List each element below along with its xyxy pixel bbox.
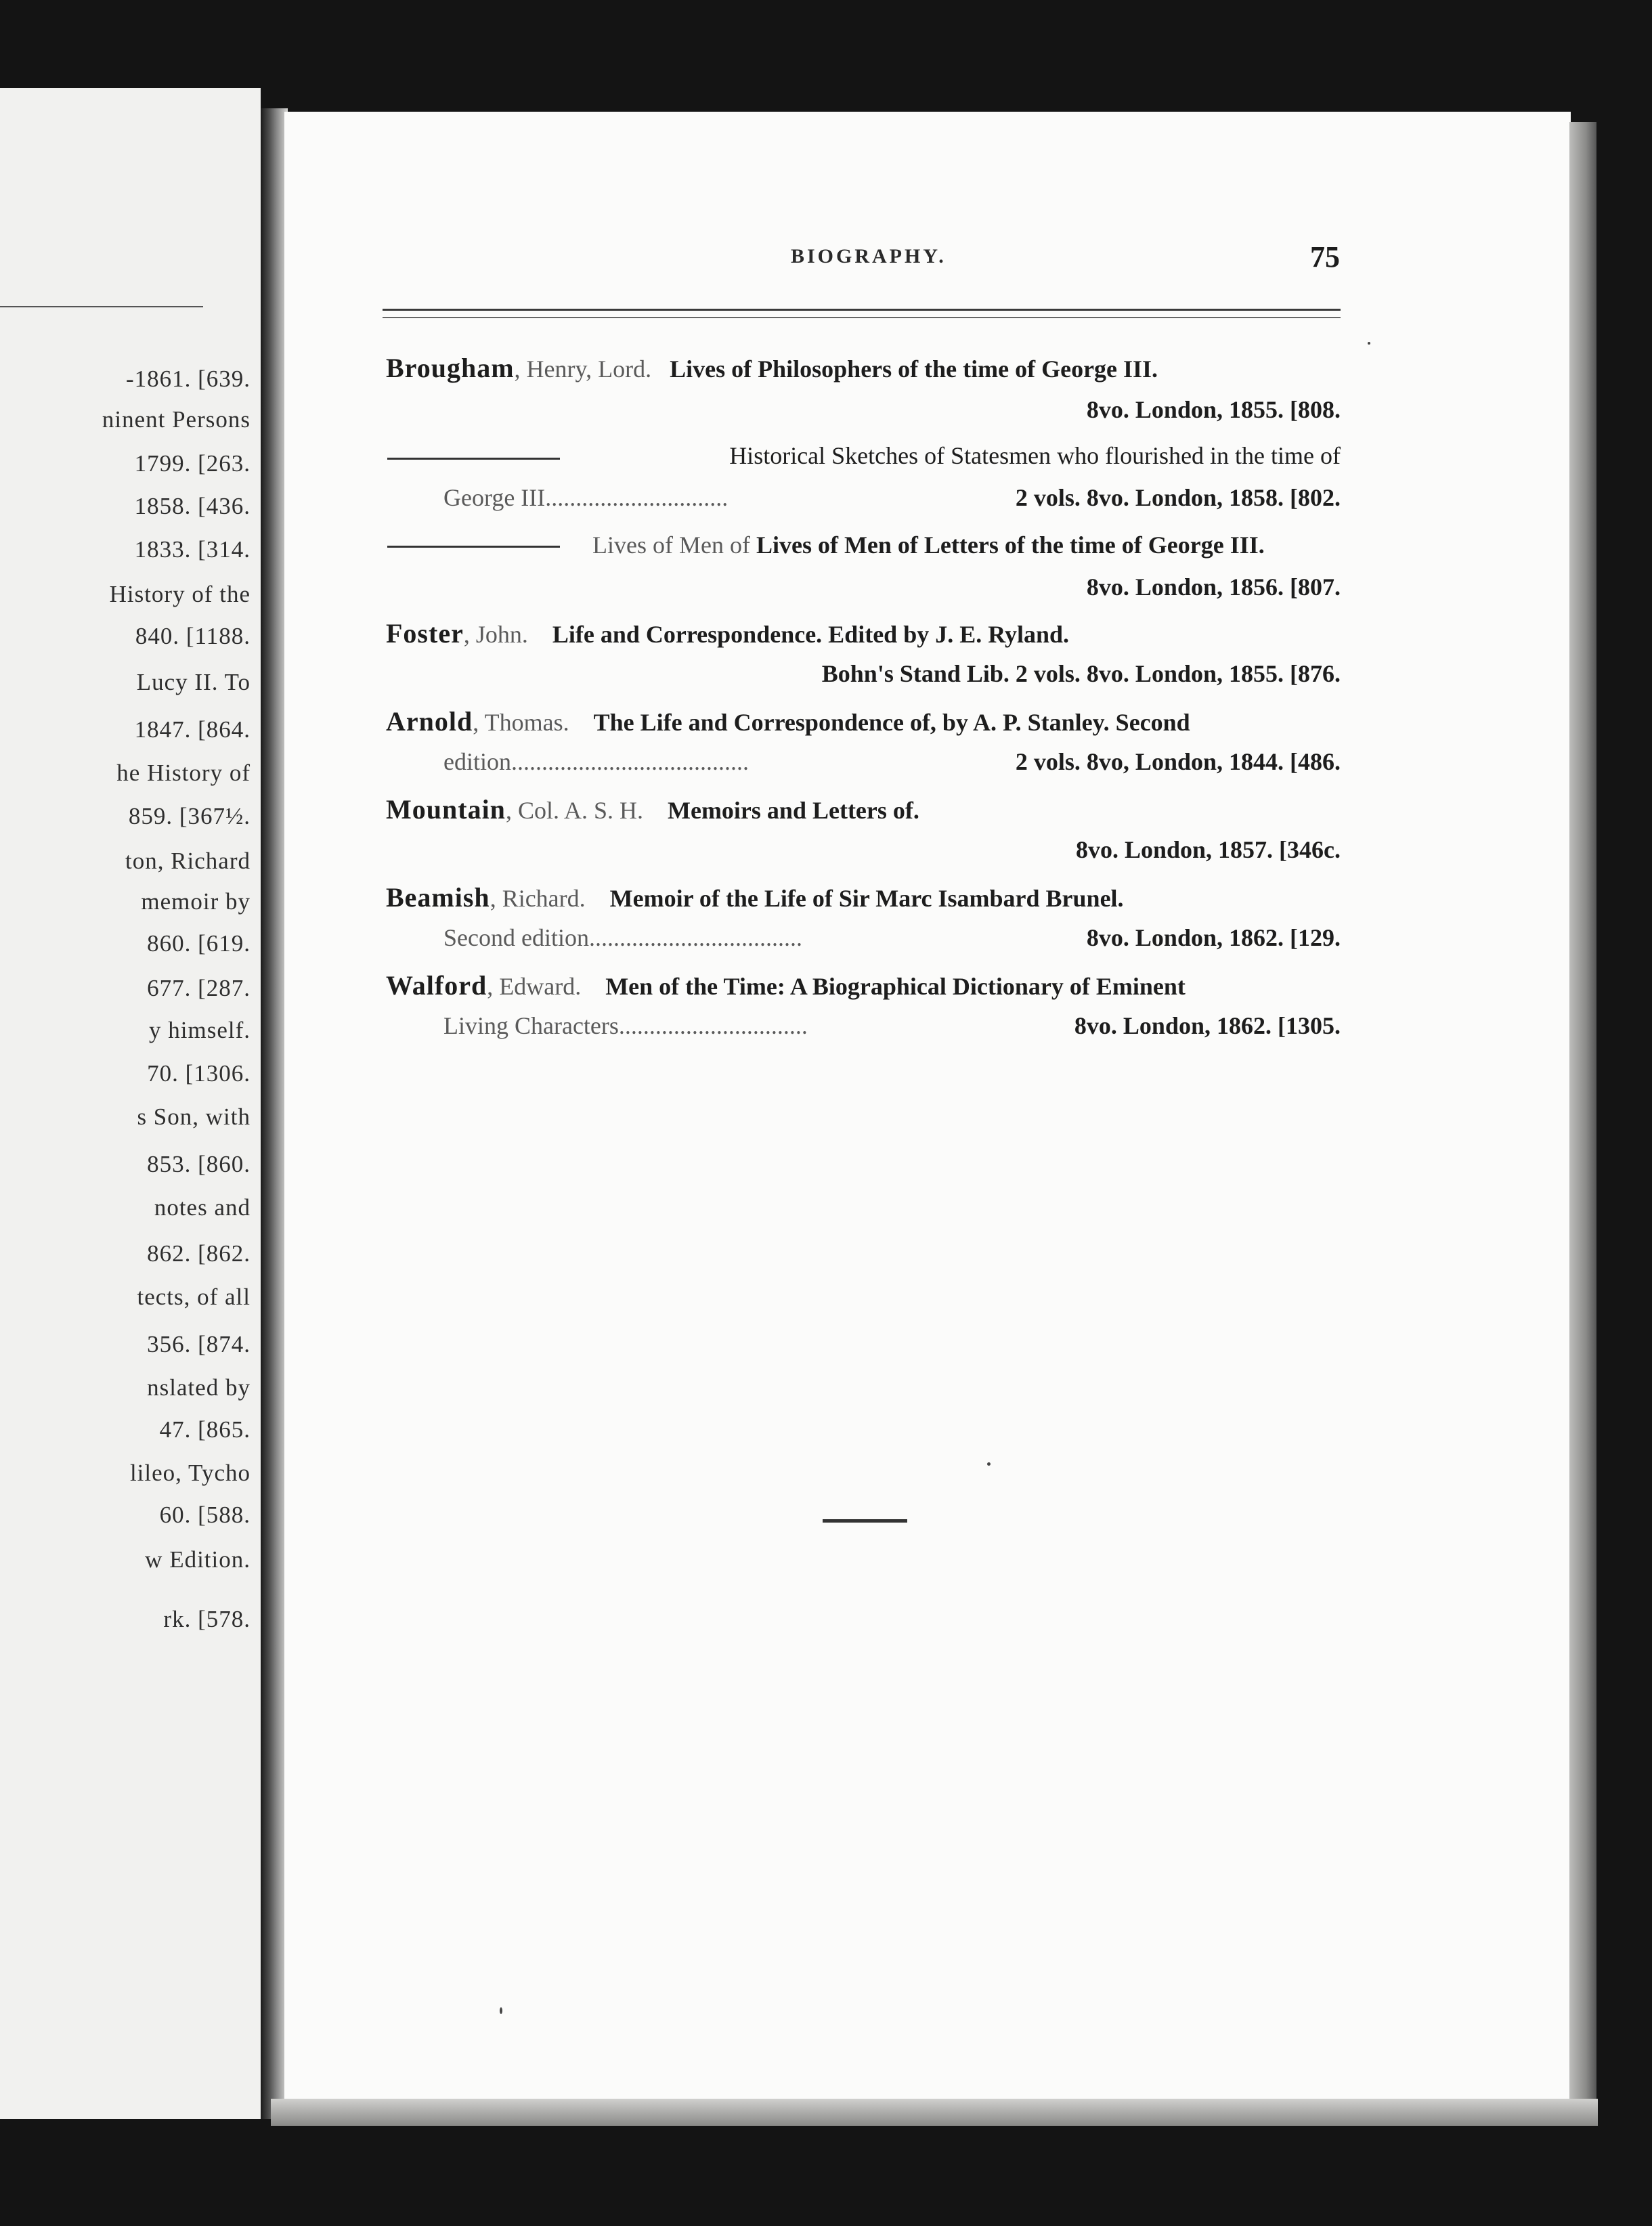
entry-title: Historical Sketches of Statesmen who flourished in the time of xyxy=(729,442,1341,469)
entry-title: Memoir of the Life of Sir Marc Isambard Brunel. xyxy=(609,885,1124,912)
entry-title-continued: George III.............................. xyxy=(443,484,729,511)
entry-imprint: Bohn's Stand Lib. 2 vols. 8vo. London, 1855. [876. xyxy=(821,660,1341,687)
page-bottom-edge xyxy=(271,2099,1598,2126)
left-page-fragment: rk. [578. xyxy=(163,1606,251,1632)
left-page-fragment: ninent Persons xyxy=(102,406,251,433)
page-edge xyxy=(1569,122,1596,2126)
entry-imprint: 8vo. London, 1855. [808. xyxy=(1086,396,1341,423)
left-page-fragment: 47. [865. xyxy=(159,1416,251,1443)
entry-title: Lives of Men of Lives of Men of Letters of the time of George III. xyxy=(592,531,1265,559)
author-name: Mountain xyxy=(386,794,506,825)
entry-imprint: 8vo. London, 1857. [346c. xyxy=(1075,836,1341,863)
left-page-fragment: y himself. xyxy=(149,1017,251,1043)
left-page-fragment: he History of xyxy=(116,760,251,786)
page-number: 75 xyxy=(1310,240,1340,274)
entry-title: The Life and Correspondence of, by A. P. Stanley. Second xyxy=(593,709,1190,736)
author-details: , Edward. xyxy=(487,973,582,1000)
left-page-fragment: ton, Richard xyxy=(125,848,251,874)
entry-title-continued: edition....................................... xyxy=(443,748,749,775)
left-page-fragment: 1799. [263. xyxy=(134,450,251,477)
author-details: , Henry, Lord. xyxy=(514,355,652,383)
left-page-fragment: 60. [588. xyxy=(159,1502,251,1528)
ditto-dash xyxy=(387,458,560,460)
left-page-rule xyxy=(0,306,203,307)
entry-imprint: 8vo. London, 1862. [129. xyxy=(1086,924,1341,951)
entry-beamish-line1 xyxy=(386,881,1124,913)
entry-walford-line1 xyxy=(386,969,1186,1001)
entry-brougham-line1 xyxy=(386,352,1158,384)
left-page-fragment: 1847. [864. xyxy=(134,716,251,743)
scan-speck xyxy=(500,2007,502,2014)
entry-foster-line1 xyxy=(386,617,1069,649)
author-details: , Col. A. S. H. xyxy=(505,797,643,824)
author-details: , Richard. xyxy=(490,885,586,912)
left-page-fragment: 859. [367½. xyxy=(128,803,251,829)
entry-arnold-line1 xyxy=(386,705,1341,737)
left-page-fragment: memoir by xyxy=(141,888,251,915)
author-details: , Thomas. xyxy=(473,709,569,736)
entry-imprint: 2 vols. 8vo, London, 1844. [486. xyxy=(1015,748,1341,775)
author-name: Walford xyxy=(386,970,487,1001)
left-page-fragment: 356. [874. xyxy=(147,1331,251,1357)
entry-mountain-line1 xyxy=(386,793,919,825)
author-name: Brougham xyxy=(386,353,515,383)
ditto-dash xyxy=(387,546,560,548)
author-details: , John. xyxy=(463,621,528,648)
entry-imprint: 2 vols. 8vo. London, 1858. [802. xyxy=(1015,484,1341,511)
left-page-fragment: 70. [1306. xyxy=(147,1060,251,1087)
left-page-fragment: lileo, Tycho xyxy=(129,1460,251,1486)
left-page-fragment: -1861. [639. xyxy=(125,366,251,392)
section-end-rule xyxy=(823,1519,907,1523)
entry-imprint: 8vo. London, 1856. [807. xyxy=(1086,573,1341,601)
header-rule-bottom xyxy=(383,317,1341,318)
entry-title-continued: Living Characters............................... xyxy=(443,1012,808,1039)
book-gutter xyxy=(261,108,288,2119)
left-facing-page xyxy=(0,88,261,2119)
author-name: Foster xyxy=(386,618,464,649)
entry-title-continued: Second edition................................... xyxy=(443,924,802,951)
left-page-fragment: w Edition. xyxy=(145,1546,251,1573)
left-page-fragment: Lucy II. To xyxy=(136,669,251,695)
entry-title: Memoirs and Letters of. xyxy=(667,797,919,824)
header-rule-top xyxy=(383,309,1341,311)
scan-speck xyxy=(987,1462,991,1466)
left-page-fragment: 677. [287. xyxy=(147,975,251,1001)
author-name: Beamish xyxy=(386,882,490,913)
right-page xyxy=(284,112,1571,2116)
entry-title: Lives of Philosophers of the time of George III. xyxy=(670,355,1158,383)
left-page-fragment: 840. [1188. xyxy=(135,623,251,649)
left-page-fragment: tects, of all xyxy=(137,1284,251,1310)
entry-title: Life and Correspondence. Edited by J. E. Ryland. xyxy=(552,621,1070,648)
scan-speck xyxy=(1368,342,1370,345)
left-page-fragment: nslated by xyxy=(147,1374,251,1401)
left-page-fragment: notes and xyxy=(154,1194,251,1221)
left-page-fragment: History of the xyxy=(109,581,251,607)
left-page-fragment: 1858. [436. xyxy=(134,493,251,519)
entry-title: Men of the Time: A Biographical Dictionary of Eminent xyxy=(605,973,1186,1000)
left-page-fragment: 862. [862. xyxy=(147,1240,251,1267)
entry-imprint: 8vo. London, 1862. [1305. xyxy=(1074,1012,1341,1039)
left-page-fragment: 853. [860. xyxy=(147,1151,251,1177)
left-page-fragment: 1833. [314. xyxy=(134,536,251,563)
author-name: Arnold xyxy=(386,706,473,737)
left-page-fragment: s Son, with xyxy=(137,1104,251,1130)
left-page-fragment: 860. [619. xyxy=(147,930,251,957)
running-head: BIOGRAPHY. xyxy=(791,245,947,267)
